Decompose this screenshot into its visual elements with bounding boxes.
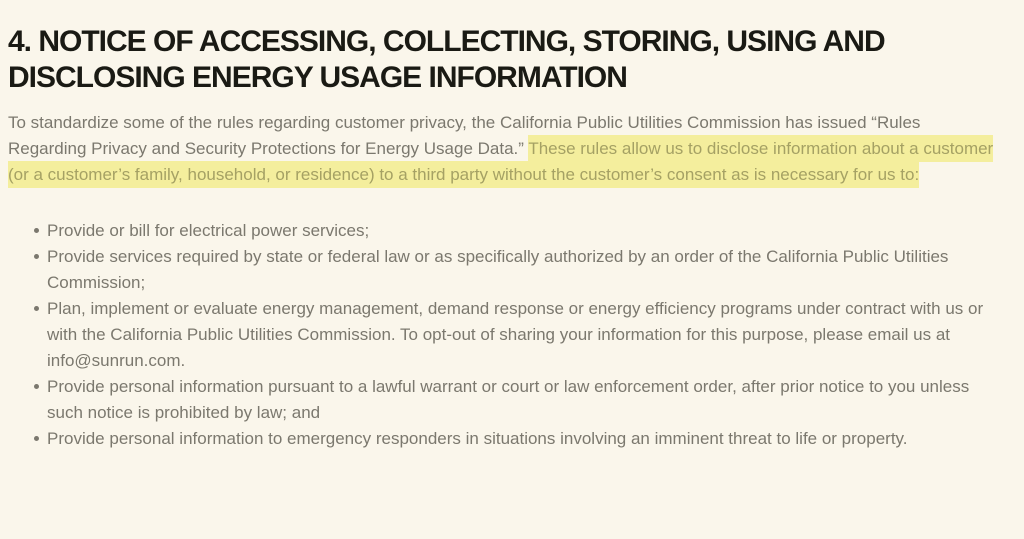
list-item-emergency-responders: Provide personal information to emergency responders in situations involving an imminent threat to life or property. bbox=[8, 426, 993, 452]
list-item-electrical-power: Provide or bill for electrical power services; bbox=[8, 218, 993, 244]
list-item-lawful-warrant: Provide personal information pursuant to a lawful warrant or court or law enforcement order, after prior notice to you unless such notice is prohibited by law; and bbox=[8, 374, 993, 426]
section-heading: 4. NOTICE OF ACCESSING, COLLECTING, STORING, USING AND DISCLOSING ENERGY USAGE INFORMATION bbox=[8, 25, 885, 94]
list-item-energy-programs: Plan, implement or evaluate energy management, demand response or energy efficiency programs under contract with us or with the California Public Utilities Commission. To opt-out of sharing your information for this purpose, please email us at info@sunrun.com. bbox=[8, 296, 993, 374]
list-item-state-federal-law: Provide services required by state or federal law or as specifically authorized by an order of the California Public Utilities Commission; bbox=[8, 244, 993, 296]
intro-paragraph bbox=[8, 110, 996, 188]
highlighted-text: These rules allow us to disclose information about a customer (or a customer’s family, household, or residence) to a third party without the customer’s consent as is necessary for us to: bbox=[8, 135, 993, 188]
disclosure-list bbox=[8, 218, 993, 452]
intro-paragraph-text: To standardize some of the rules regarding customer privacy, the California Public Utilities Commission has issued “Rules Regarding Privacy and Security Protections for Energy Usage Data.” bbox=[8, 113, 921, 158]
